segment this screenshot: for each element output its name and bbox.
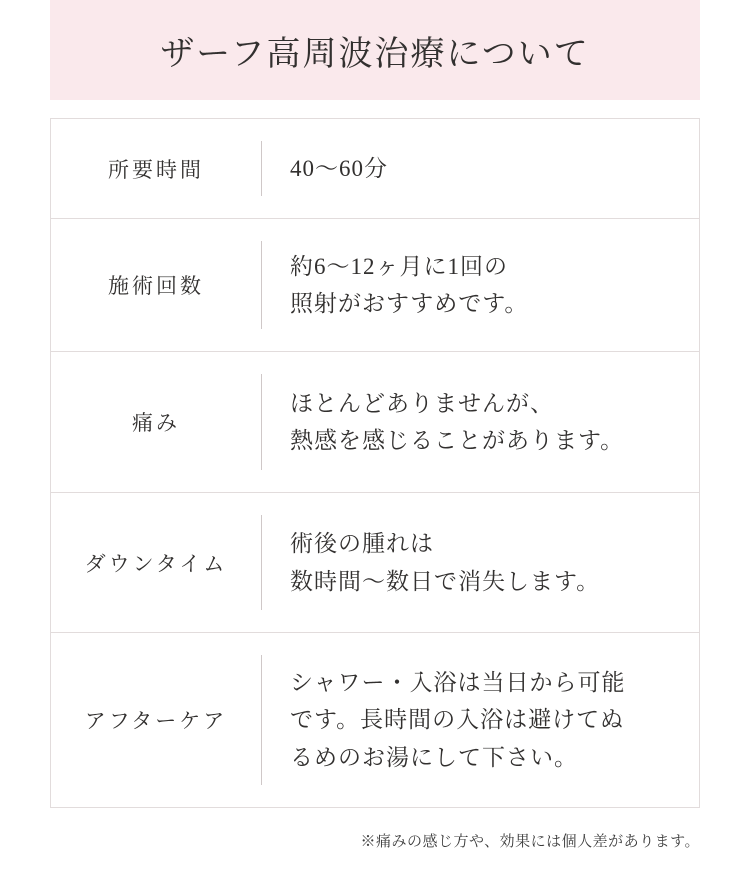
row-value bbox=[262, 119, 699, 218]
treatment-spec-table bbox=[50, 118, 700, 808]
table-row bbox=[51, 352, 699, 493]
row-value bbox=[262, 493, 699, 632]
table-row bbox=[51, 119, 699, 219]
row-label: 痛み bbox=[132, 411, 180, 435]
row-value-line: です。長時間の入浴は避けてぬ bbox=[290, 707, 625, 733]
row-value-line: 数時間〜数日で消失します。 bbox=[290, 568, 601, 594]
row-label: 施術回数 bbox=[108, 274, 204, 298]
page-header-band bbox=[50, 0, 700, 100]
row-label: 所要時間 bbox=[108, 157, 204, 182]
row-value bbox=[262, 219, 699, 351]
row-value bbox=[262, 633, 699, 807]
page-title: ザーフ高周波治療について bbox=[160, 35, 590, 73]
table-row bbox=[51, 219, 699, 352]
row-value-line: 術後の腫れは bbox=[290, 531, 434, 557]
row-value-line: ほとんどありませんが、 bbox=[290, 390, 554, 416]
row-value bbox=[262, 352, 699, 492]
row-value-line: 熱感を感じることがあります。 bbox=[290, 428, 625, 453]
footnote-text: ※痛みの感じ方や、効果には個人差があります。 bbox=[360, 833, 700, 850]
row-label: ダウンタイム bbox=[84, 551, 228, 576]
row-label: アフターケア bbox=[84, 709, 228, 733]
row-value-line: シャワー・入浴は当日から可能 bbox=[290, 670, 626, 696]
row-value-line: 約6〜12ヶ月に1回の bbox=[290, 253, 508, 279]
row-value-line: 照射がおすすめです。 bbox=[290, 291, 529, 316]
row-value-line: 40〜60分 bbox=[290, 155, 388, 181]
table-row bbox=[51, 493, 699, 633]
table-row bbox=[51, 633, 699, 808]
row-value-line: るめのお湯にして下さい。 bbox=[290, 744, 578, 770]
